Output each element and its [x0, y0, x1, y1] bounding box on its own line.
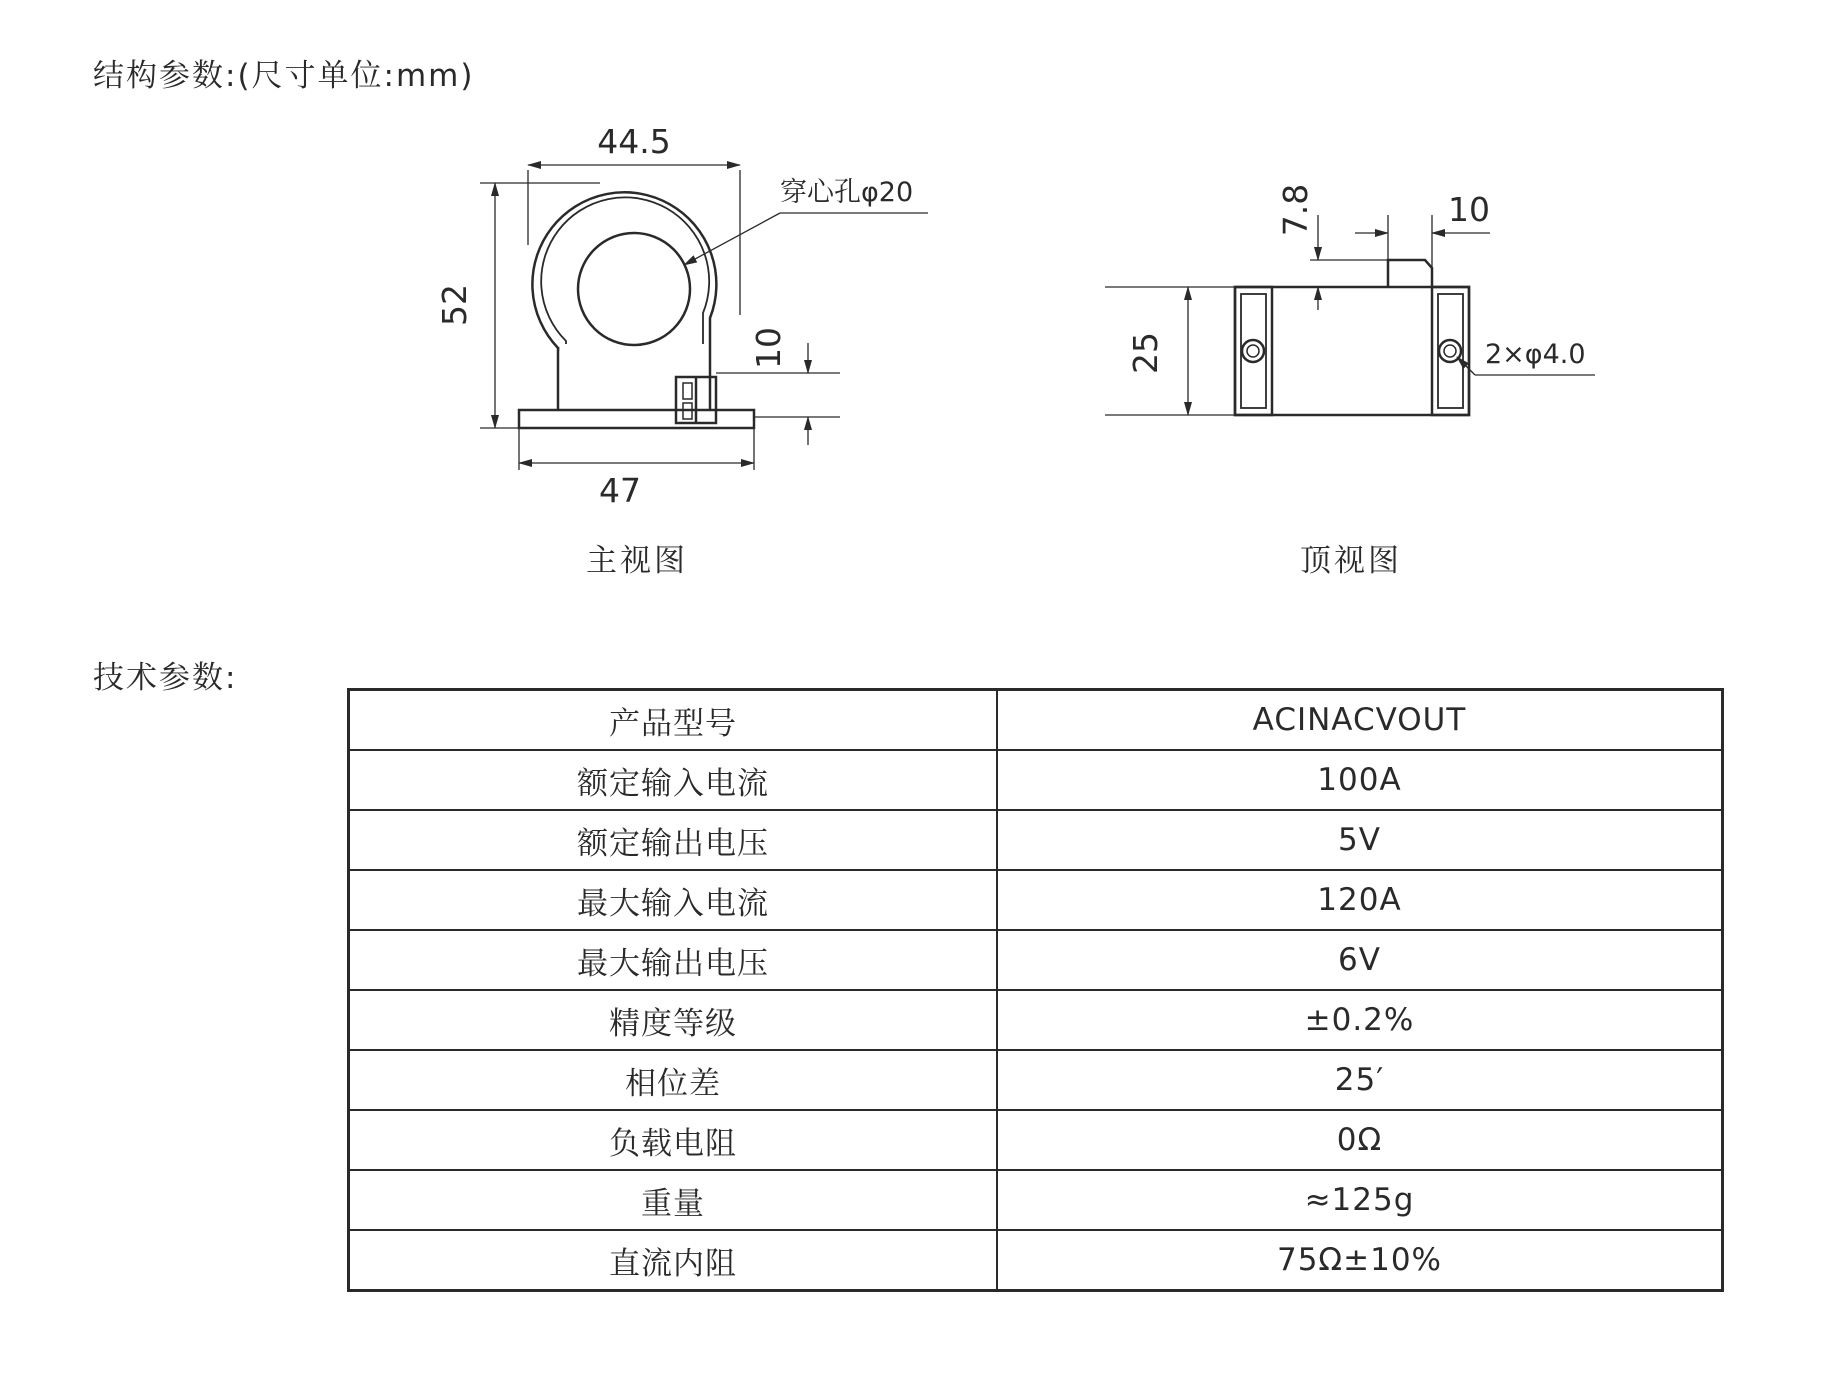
table-row — [349, 810, 1723, 870]
mount-hole-note: 2×φ4.0 — [1485, 339, 1586, 370]
value-cell: 100A — [997, 750, 1723, 810]
value-cell: 25′ — [997, 1050, 1723, 1110]
param-cell: 负载电阻 — [349, 1110, 998, 1170]
param-cell: 最大输入电流 — [349, 870, 998, 930]
table-row — [349, 1110, 1723, 1170]
table-row — [349, 990, 1723, 1050]
dim-height: 52 — [435, 284, 474, 326]
dim-top-width: 44.5 — [597, 122, 671, 161]
value-cell: 5V — [997, 810, 1723, 870]
value-cell: 120A — [997, 870, 1723, 930]
value-cell: 75Ω±10% — [997, 1230, 1723, 1291]
top-view-caption: 顶视图 — [1300, 543, 1402, 579]
dim-depth: 25 — [1126, 332, 1165, 374]
table-row — [349, 750, 1723, 810]
top-dimension-lines — [1105, 215, 1595, 415]
value-cell: ≈125g — [997, 1170, 1723, 1230]
param-cell: 精度等级 — [349, 990, 998, 1050]
table-row — [349, 870, 1723, 930]
value-cell: 0Ω — [997, 1110, 1723, 1170]
value-cell: ACINACVOUT — [997, 690, 1723, 751]
table-row — [349, 690, 1723, 751]
top-view-drawing — [1095, 165, 1615, 465]
value-cell: ±0.2% — [997, 990, 1723, 1050]
table-row — [349, 1170, 1723, 1230]
table-row — [349, 930, 1723, 990]
dim-terminal-width: 10 — [1448, 190, 1490, 229]
param-cell: 额定输出电压 — [349, 810, 998, 870]
table-row — [349, 1230, 1723, 1291]
transformer-outline — [519, 192, 754, 428]
dim-base-width: 47 — [599, 471, 641, 510]
param-cell: 相位差 — [349, 1050, 998, 1110]
housing-outline — [1235, 260, 1469, 415]
param-cell: 直流内阻 — [349, 1230, 998, 1291]
dim-terminal-offset: 7.8 — [1276, 183, 1315, 237]
front-view-drawing — [435, 115, 914, 515]
param-cell: 重量 — [349, 1170, 998, 1230]
structure-params-title: 结构参数:(尺寸单位:mm) — [93, 58, 475, 94]
dim-terminal-height: 10 — [749, 327, 788, 369]
param-cell: 额定输入电流 — [349, 750, 998, 810]
spec-table — [347, 688, 1724, 1292]
front-view-caption: 主视图 — [586, 543, 688, 579]
table-row — [349, 1050, 1723, 1110]
value-cell: 6V — [997, 930, 1723, 990]
hole-note: 穿心孔φ20 — [780, 177, 914, 208]
param-cell: 最大输出电压 — [349, 930, 998, 990]
tech-params-title: 技术参数: — [93, 660, 238, 696]
param-cell: 产品型号 — [349, 690, 998, 751]
